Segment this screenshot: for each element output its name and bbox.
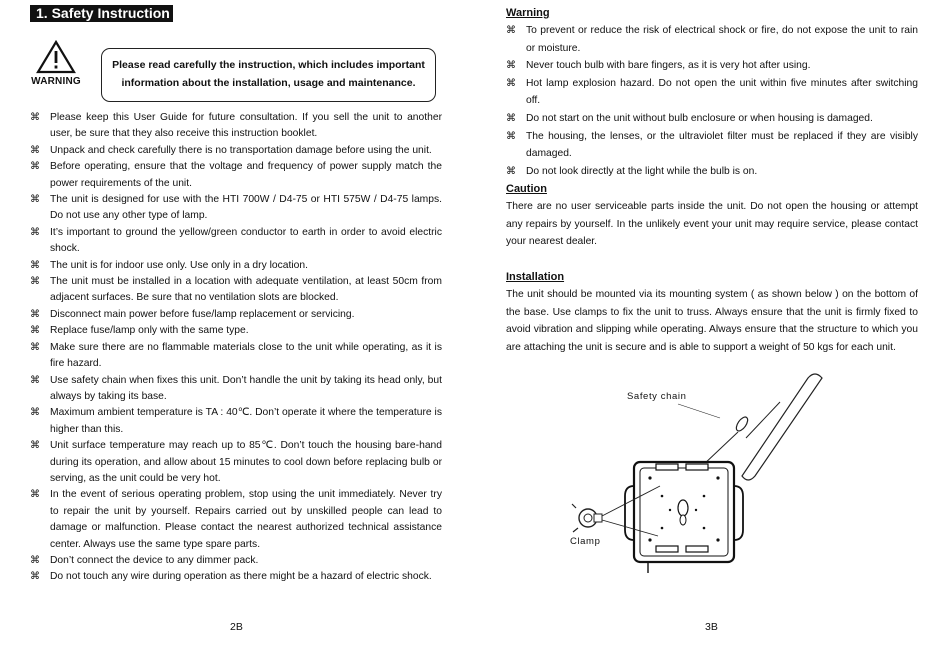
- command-symbol-icon: ⌘: [30, 112, 40, 123]
- list-item: ⌘ Make sure there are no flammable materials close to the unit while operating, as it is fire hazard.: [30, 341, 442, 370]
- list-item: ⌘ Do not start on the unit without bulb enclosure or when housing is damaged.: [506, 110, 918, 128]
- command-symbol-icon: ⌘: [30, 226, 40, 238]
- command-symbol-icon: ⌘: [30, 259, 40, 271]
- list-item: ⌘ Do not touch any wire during operation as there might be a hazard of electric shock.: [30, 569, 442, 585]
- list-item: ⌘ In the event of serious operating problem, stop using the unit immediately. Never try to repair the unit by yourself. Repairs carried out by unskilled people can lead to damage or malfunction. Please contact the nearest authorized technical assistance center. Always use the same type spare parts.: [30, 489, 442, 550]
- command-symbol-icon: ⌘: [30, 571, 40, 583]
- clamp-shape: [572, 504, 602, 532]
- list-item: ⌘ The unit must be installed in a location with adequate ventilation, at least 50cm from adjacent surfaces. Be sure that no ventilation slots are blocked.: [30, 276, 442, 304]
- fixture-base: [625, 462, 743, 573]
- command-symbol-icon: ⌘: [506, 112, 516, 124]
- command-symbol-icon: ⌘: [30, 489, 40, 501]
- list-item: ⌘ Do not look directly at the light while the bulb is on.: [506, 163, 918, 181]
- caution-paragraph: There are no user serviceable parts inside the unit. Do not open the housing or attempt any repairs by yourself. In the unlikely event your unit may require service, please contact your nearest dealer.: [506, 201, 918, 248]
- command-symbol-icon: ⌘: [506, 77, 516, 89]
- page-number: 2B: [230, 621, 243, 633]
- list-item: ⌘ Please keep this User Guide for future consultation. If you sell the unit to another user, be sure that they also receive this instruction booklet.: [30, 112, 442, 140]
- page-number: 3B: [705, 621, 718, 633]
- list-item: ⌘ The unit is for indoor use only. Use only in a dry location.: [30, 258, 442, 274]
- warning-heading: Warning: [506, 7, 550, 19]
- caution-heading: Caution: [506, 183, 547, 195]
- list-item: ⌘ The unit is designed for use with the HTI 700W / D4-75 or HTI 575W / D4-75 lamps. Do not use any other type of lamp.: [30, 194, 442, 222]
- list-item: ⌘ Disconnect main power before fuse/lamp replacement or servicing.: [30, 307, 442, 323]
- installation-paragraph: The unit should be mounted via its mounting system ( as shown below ) on the bottom of the base. Use clamps to fix the unit to truss. Always ensure that the unit is firmly fixed to avoid vibration and slipping while operating. Always ensure that the structure to which you are attaching the unit is secure and is able to support a weight of 50 kgs for each unit.: [506, 289, 918, 353]
- safety-chain-label: Safety chain: [627, 391, 687, 402]
- list-item: ⌘ Don’t connect the device to any dimmer pack.: [30, 553, 442, 569]
- list-item: ⌘ Hot lamp explosion hazard. Do not open the unit within five minutes after switching off.: [506, 75, 918, 110]
- command-symbol-icon: ⌘: [30, 554, 40, 566]
- list-item: ⌘ It’s important to ground the yellow/green conductor to earth in order to avoid electric shock.: [30, 226, 442, 255]
- safety-bullet-list: [30, 110, 442, 586]
- command-symbol-icon: ⌘: [30, 407, 40, 419]
- warning-triangle-icon: [36, 40, 76, 74]
- list-item: ⌘ To prevent or reduce the risk of electrical shock or fire, do not expose the unit to rain or moisture.: [506, 22, 918, 57]
- list-item: ⌘ The housing, the lenses, or the ultraviolet filter must be replaced if they are visibly damaged.: [506, 128, 918, 163]
- section-title: 1. Safety Instruction: [30, 5, 173, 22]
- right-page: [475, 0, 950, 654]
- list-item: ⌘ Unit surface temperature may reach up to 85℃. Don’t touch the housing bare-hand during its operation, and allow about 15 minutes to cool down before replacing bulb or serving, as the unit could be very hot.: [30, 440, 442, 484]
- command-symbol-icon: ⌘: [30, 276, 40, 288]
- mounting-figure: [570, 368, 870, 583]
- command-symbol-icon: ⌘: [30, 325, 40, 337]
- command-symbol-icon: ⌘: [30, 144, 40, 156]
- mounting-diagram: [570, 368, 870, 583]
- notice-line-1: Please read carefully the instruction, which includes important: [112, 59, 425, 71]
- installation-heading: Installation: [506, 271, 565, 283]
- command-symbol-icon: ⌘: [30, 341, 40, 353]
- list-item: ⌘ Replace fuse/lamp only with the same type.: [30, 323, 442, 339]
- command-symbol-icon: ⌘: [30, 308, 40, 320]
- notice-box: [101, 48, 436, 102]
- command-symbol-icon: ⌘: [30, 440, 40, 452]
- clamp-label: Clamp: [570, 536, 601, 547]
- list-item: ⌘ Unpack and check carefully there is no transportation damage before using the unit.: [30, 143, 442, 159]
- warning-bullet-list: [506, 22, 918, 180]
- list-item: ⌘ Use safety chain when fixes this unit. Don’t handle the unit by taking its head only, but always by taking its base.: [30, 374, 442, 402]
- command-symbol-icon: ⌘: [506, 25, 516, 36]
- command-symbol-icon: ⌘: [30, 161, 40, 173]
- list-item: ⌘ Never touch bulb with bare fingers, as it is very hot after using.: [506, 57, 918, 75]
- command-symbol-icon: ⌘: [30, 374, 40, 386]
- list-item: ⌘ Maximum ambient temperature is TA : 40℃. Don’t operate it where the temperature is higher than this.: [30, 407, 442, 435]
- list-item: ⌘ Before operating, ensure that the voltage and frequency of power supply match the power requirements of the unit.: [30, 161, 442, 189]
- notice-line-2: information about the installation, usage and maintenance.: [121, 77, 416, 89]
- warning-label: WARNING: [31, 76, 81, 87]
- warning-block: [26, 40, 86, 87]
- truss-tube: [742, 374, 822, 480]
- command-symbol-icon: ⌘: [506, 60, 516, 72]
- command-symbol-icon: ⌘: [30, 194, 40, 206]
- command-symbol-icon: ⌘: [506, 130, 516, 142]
- command-symbol-icon: ⌘: [506, 165, 516, 177]
